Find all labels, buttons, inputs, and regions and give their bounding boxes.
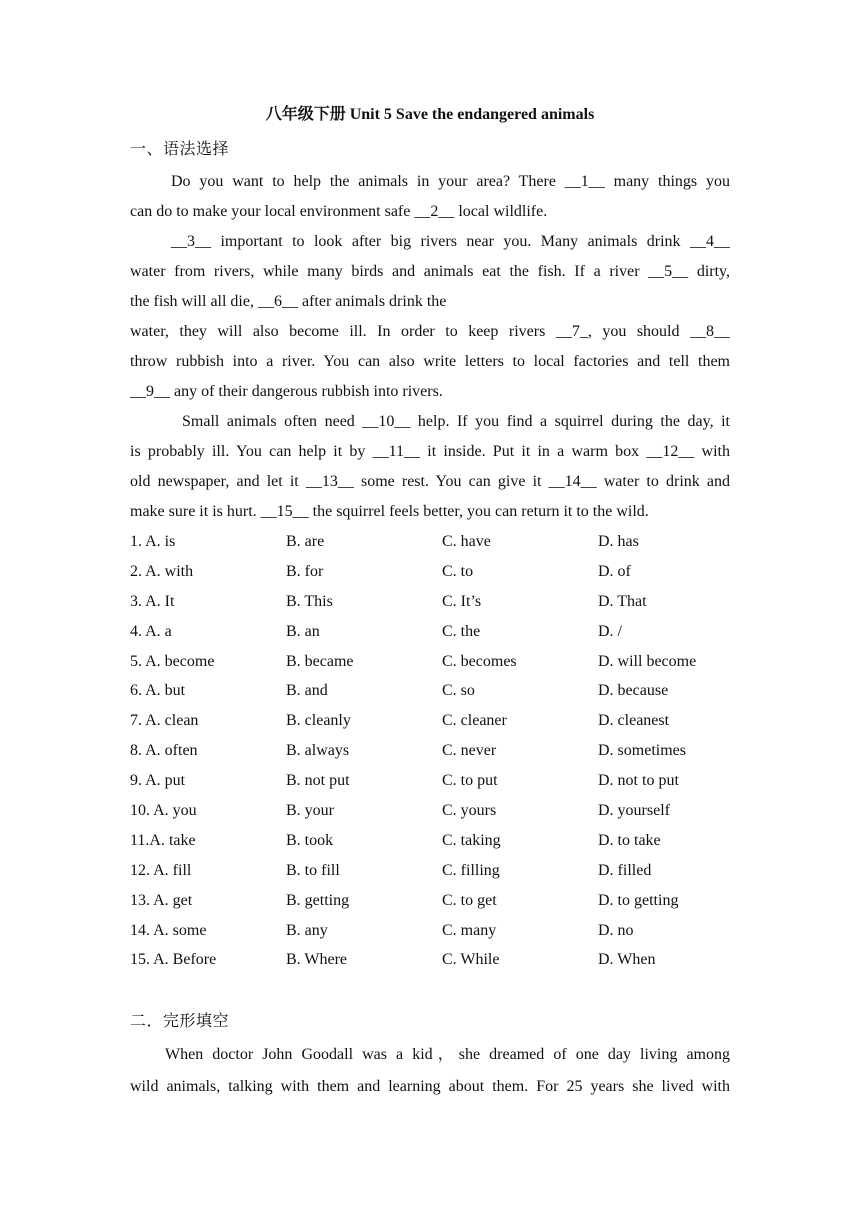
option-b: B. cleanly xyxy=(286,712,351,730)
option-b: B. are xyxy=(286,533,325,550)
passage-paragraph-3 xyxy=(130,407,730,527)
option-row xyxy=(130,916,730,946)
passage-line: When doctor John Goodall was a kid，she dreamed of one day living among xyxy=(165,1046,730,1063)
option-d: D. That xyxy=(598,592,647,610)
passage-line: is probably ill. You can help it by __11__ it inside. Put it in a warm box __12__ with xyxy=(130,443,730,460)
section-heading-cloze: 二．完形填空 xyxy=(130,1011,230,1030)
option-a: 7. A. clean xyxy=(130,712,199,730)
option-d: D. has xyxy=(598,533,639,550)
option-c: C. becomes xyxy=(442,652,517,670)
passage-line: __3__ important to look after big rivers near you. Many animals drink __4__ xyxy=(171,233,730,250)
option-row xyxy=(130,706,730,736)
option-row xyxy=(130,527,730,557)
option-a: 1. A. is xyxy=(130,533,176,550)
passage-line: water from rivers, while many birds and animals eat the fish. If a river __5__ dirty, xyxy=(130,263,730,280)
option-c: C. the xyxy=(442,622,481,640)
option-c: C. never xyxy=(442,742,497,760)
option-b: B. This xyxy=(286,592,333,610)
option-b: B. any xyxy=(286,921,328,939)
option-a: 11.A. take xyxy=(130,831,196,849)
option-row xyxy=(130,736,730,766)
option-a: 4. A. a xyxy=(130,622,172,640)
page-title: 八年级下册 Unit 5 Save the endangered animals xyxy=(265,106,595,123)
option-a: 6. A. but xyxy=(130,682,186,700)
passage-paragraph-2 xyxy=(130,227,730,407)
answer-options-list xyxy=(130,527,730,975)
option-row xyxy=(130,945,730,975)
option-b: B. your xyxy=(286,802,334,820)
option-d: D. yourself xyxy=(598,802,670,820)
option-b: B. took xyxy=(286,831,334,849)
option-a: 3. A. It xyxy=(130,592,175,610)
option-row xyxy=(130,617,730,647)
option-c: C. yours xyxy=(442,802,497,820)
option-d: D. to getting xyxy=(598,891,679,909)
option-d: D. to take xyxy=(598,831,661,849)
option-row xyxy=(130,856,730,886)
option-d: D. because xyxy=(598,682,669,700)
option-row xyxy=(130,886,730,916)
option-b: B. not put xyxy=(286,772,350,790)
option-c: C. so xyxy=(442,682,475,700)
option-b: B. and xyxy=(286,682,328,700)
option-c: C. have xyxy=(442,533,491,550)
option-d: D. will become xyxy=(598,652,697,670)
option-c: C. many xyxy=(442,921,497,939)
option-row xyxy=(130,676,730,706)
passage-paragraph-1 xyxy=(130,167,730,227)
option-d: D. of xyxy=(598,562,631,580)
option-d: D. sometimes xyxy=(598,742,686,760)
option-a: 9. A. put xyxy=(130,772,186,790)
passage-line: wild animals, talking with them and learning about them. For 25 years she lived with xyxy=(130,1078,730,1095)
option-row xyxy=(130,557,730,587)
option-c: C. While xyxy=(442,951,500,969)
option-c: C. filling xyxy=(442,861,500,879)
option-c: C. It’s xyxy=(442,592,482,610)
passage-line: old newspaper, and let it __13__ some rest. You can give it __14__ water to drink and xyxy=(130,473,730,490)
option-d: D. cleanest xyxy=(598,712,670,730)
option-d: D. When xyxy=(598,951,656,969)
option-c: C. cleaner xyxy=(442,712,507,730)
option-b: B. to fill xyxy=(286,861,340,879)
option-b: B. an xyxy=(286,622,320,640)
option-a: 2. A. with xyxy=(130,562,194,580)
option-a: 10. A. you xyxy=(130,802,197,820)
option-b: B. getting xyxy=(286,891,350,909)
cloze-paragraph xyxy=(130,1039,730,1103)
option-row xyxy=(130,796,730,826)
passage-line: can do to make your local environment safe __2__ local wildlife. xyxy=(130,203,548,220)
option-d: D. not to put xyxy=(598,772,679,790)
option-a: 5. A. become xyxy=(130,652,215,670)
option-a: 13. A. get xyxy=(130,891,193,909)
option-c: C. to xyxy=(442,562,474,580)
passage-line: Do you want to help the animals in your area? There __1__ many things you xyxy=(171,173,730,190)
passage-line: Small animals often need __10__ help. If you find a squirrel during the day, it xyxy=(182,413,730,430)
option-a: 12. A. fill xyxy=(130,861,192,879)
section-heading-grammar: 一、语法选择 xyxy=(130,139,230,158)
passage-line: the fish will all die, __6__ after animals drink the xyxy=(130,293,447,310)
option-c: C. to put xyxy=(442,772,498,790)
option-c: C. to get xyxy=(442,891,497,909)
passage-line: water, they will also become ill. In order to keep rivers __7_, you should __8__ xyxy=(130,323,730,340)
option-b: B. for xyxy=(286,562,324,580)
option-row xyxy=(130,826,730,856)
passage-line: throw rubbish into a river. You can also write letters to local factories and tell them xyxy=(130,353,730,370)
option-row xyxy=(130,587,730,617)
option-b: B. always xyxy=(286,742,350,760)
option-b: B. Where xyxy=(286,951,348,969)
option-d: D. filled xyxy=(598,861,652,879)
option-d: D. / xyxy=(598,622,622,640)
option-b: B. became xyxy=(286,652,354,670)
passage-line: make sure it is hurt. __15__ the squirrel feels better, you can return it to the wild. xyxy=(130,503,649,520)
option-a: 14. A. some xyxy=(130,921,207,939)
option-row xyxy=(130,766,730,796)
option-c: C. taking xyxy=(442,831,501,849)
passage-line: __9__ any of their dangerous rubbish into rivers. xyxy=(130,383,443,400)
option-row xyxy=(130,647,730,677)
option-a: 15. A. Before xyxy=(130,951,217,969)
option-a: 8. A. often xyxy=(130,742,198,760)
option-d: D. no xyxy=(598,921,634,939)
